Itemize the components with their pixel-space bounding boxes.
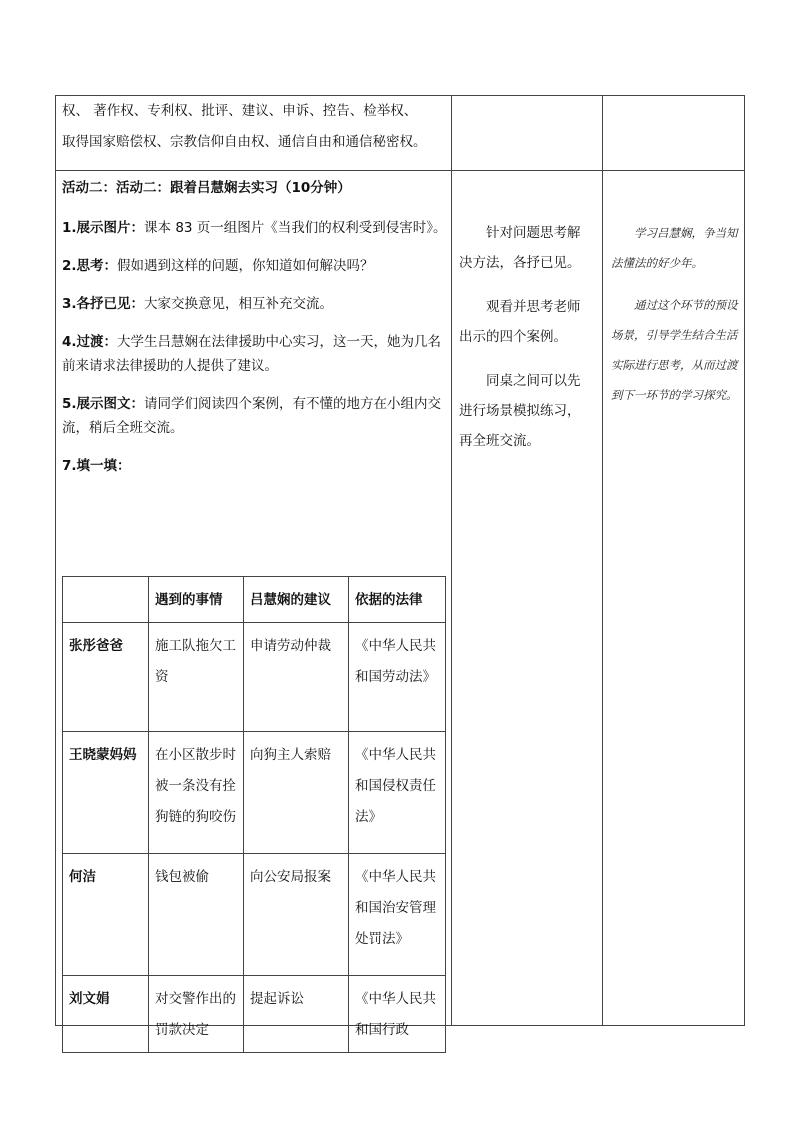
case-event: 钱包被偷	[149, 854, 244, 976]
column-divider-1	[451, 95, 452, 1026]
case-table-header-row	[63, 577, 446, 623]
case-person: 刘文娟	[63, 976, 149, 1053]
case-law: 《中华人民共和国行政	[349, 976, 446, 1053]
table-top-border	[55, 95, 745, 96]
table-row	[63, 976, 446, 1053]
header-cell-advice: 吕慧娴的建议	[244, 577, 349, 623]
case-advice: 向公安局报案	[244, 854, 349, 976]
activity-item-text: 大学生吕慧娴在法律援助中心实习，这一天，她为几名前来请求法律援助的人提供了建议。	[62, 334, 442, 374]
header-cell-event: 遇到的事情	[149, 577, 244, 623]
activity-item-label: 2.思考：	[62, 258, 118, 274]
case-advice: 向狗主人索赔	[244, 732, 349, 854]
table-right-border	[744, 95, 745, 1026]
header-cell-law: 依据的法律	[349, 577, 446, 623]
student-activity-2: 观看并思考老师出示的四个案例。	[459, 299, 581, 345]
activity-item-text: 假如遇到这样的问题，你知道如何解决吗？	[117, 258, 374, 274]
design-intent-column	[611, 218, 741, 422]
activity-item-3	[62, 292, 448, 316]
activity-item-label: 3.各抒已见：	[62, 296, 145, 312]
row-divider	[55, 170, 745, 171]
case-law: 《中华人民共和国劳动法》	[349, 623, 446, 732]
case-event: 在小区散步时被一条没有拴狗链的狗咬伤	[149, 732, 244, 854]
case-event: 施工队拖欠工资	[149, 623, 244, 732]
design-intent-2: 通过这个环节的预设场景，引导学生结合生活实际进行思考，从而过渡到下一环节的学习探究。	[611, 298, 738, 402]
table-row	[63, 623, 446, 732]
case-advice: 提起诉讼	[244, 976, 349, 1053]
activity-item-label: 7.填一填：	[62, 458, 131, 474]
activity-item-1	[62, 216, 448, 240]
header-cell-empty	[63, 577, 149, 623]
case-law: 《中华人民共和国侵权责任法》	[349, 732, 446, 854]
activity-item-7	[62, 454, 448, 478]
activity-item-label: 1.展示图片：	[62, 220, 145, 236]
design-intent-1: 学习吕慧娴，争当知法懂法的好少年。	[611, 226, 738, 270]
column-divider-2	[602, 95, 603, 1026]
rights-list-line-1: 权、 著作权、专利权、批评、建议、申诉、控告、检举权、	[62, 103, 418, 119]
case-person: 张彤爸爸	[63, 623, 149, 732]
table-left-border	[55, 95, 56, 1026]
table-row	[63, 732, 446, 854]
table-row	[63, 854, 446, 976]
case-event: 对交警作出的罚款决定	[149, 976, 244, 1053]
activity-item-5	[62, 392, 448, 440]
case-person: 王晓蒙妈妈	[63, 732, 149, 854]
activity-item-text: 大家交换意见，相互补充交流。	[144, 296, 334, 312]
activity-heading: 活动二：活动二：跟着吕慧娴去实习（10分钟）	[62, 180, 351, 196]
activity-item-label: 4.过渡：	[62, 334, 118, 350]
case-advice: 申请劳动仲裁	[244, 623, 349, 732]
student-activity-1: 针对问题思考解决方法，各抒已见。	[459, 225, 581, 271]
activity-item-text: 请同学们阅读四个案例，有不懂的地方在小组内交流，稍后全班交流。	[62, 396, 442, 436]
case-person: 何洁	[63, 854, 149, 976]
case-law: 《中华人民共和国治安管理处罚法》	[349, 854, 446, 976]
student-activity-column	[459, 218, 593, 470]
teacher-activity-column	[62, 176, 448, 492]
rights-list-line-2: 取得国家赔偿权、宗教信仰自由权、通信自由和通信秘密权。	[62, 134, 427, 150]
activity-item-4	[62, 330, 448, 378]
activity-item-label: 5.展示图文：	[62, 396, 145, 412]
student-activity-3: 同桌之间可以先进行场景模拟练习，再全班交流。	[459, 373, 581, 449]
case-table	[62, 576, 446, 1053]
activity-item-text: 课本 83 页一组图片《当我们的权利受到侵害时》。	[144, 220, 447, 236]
activity-item-2	[62, 254, 448, 278]
